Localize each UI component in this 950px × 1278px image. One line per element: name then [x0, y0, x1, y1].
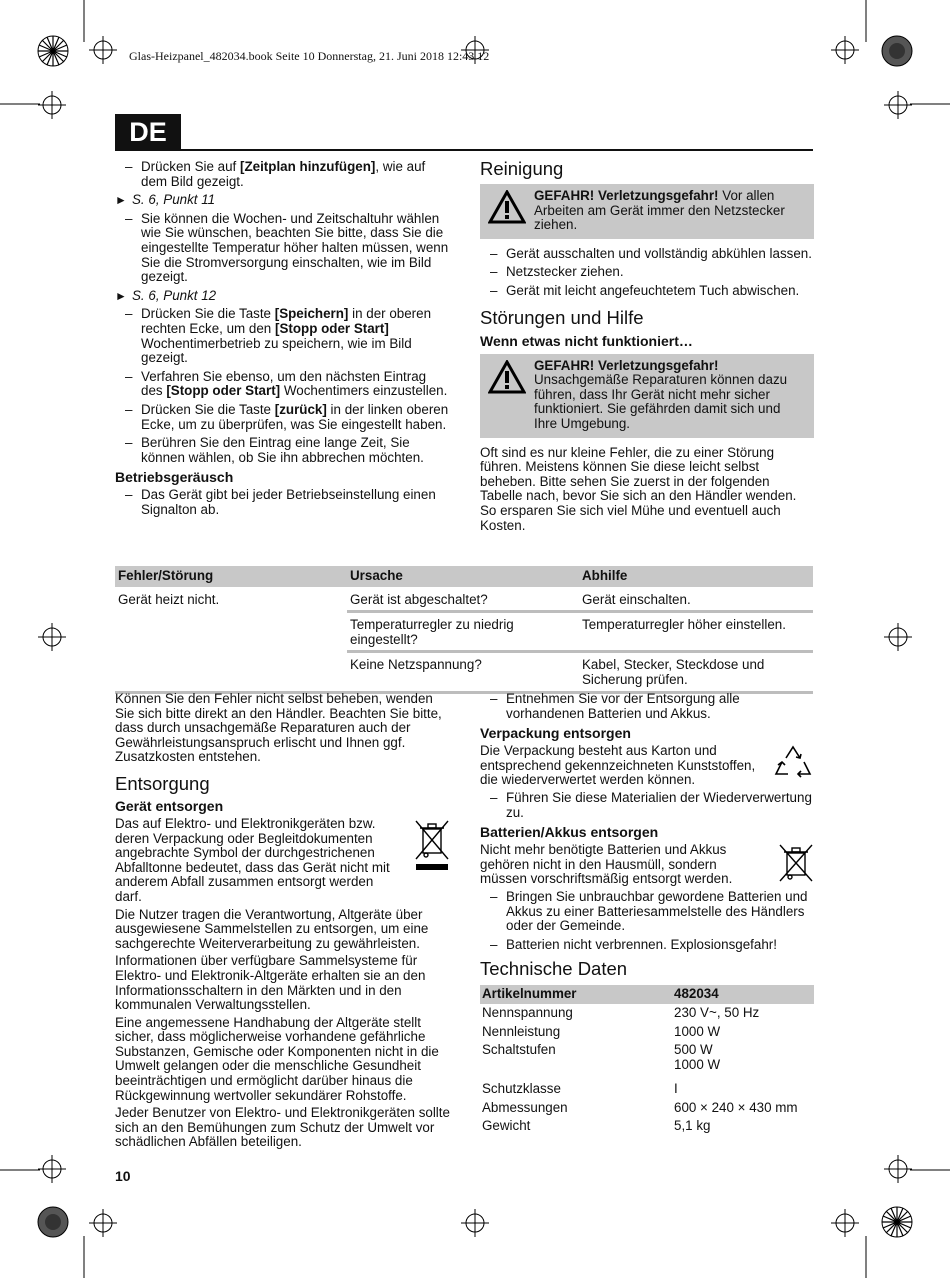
crossed-out-bin-icon	[414, 819, 450, 871]
fault-table	[115, 566, 813, 694]
list-item: – Führen Sie diese Materialien der Wiederverwertung zu.	[480, 791, 814, 820]
table-cell: Temperaturregler höher einstellen.	[579, 612, 813, 652]
list-item: – Das Gerät gibt bei jeder Betriebseinstellung einen Signalton ab.	[115, 488, 450, 517]
table-cell: 1000 W	[674, 1023, 721, 1039]
table-cell: Keine Netzspannung?	[347, 652, 579, 692]
table-row	[115, 587, 813, 612]
table-row	[480, 1080, 814, 1099]
table-row	[115, 652, 813, 692]
list-item: – Drücken Sie auf [Zeitplan hinzufügen], wie auf dem Bild gezeigt.	[115, 160, 450, 189]
section-heading: Technische Daten	[480, 958, 628, 980]
table-cell: Schutzklasse	[482, 1081, 561, 1097]
step-reference: ► S. 6, Punkt 12	[115, 289, 450, 304]
technical-data-table	[480, 985, 814, 1136]
table-cell: Gewicht	[482, 1118, 531, 1134]
table-cell: Nennspannung	[482, 1004, 573, 1020]
list-item: – Drücken Sie die Taste [Speichern] in der oberen rechten Ecke, um den [Stopp oder Start] Wochentimerbetrieb zu speichern, wie im Bild gezeigt.	[115, 307, 450, 365]
left-column-bottom	[115, 692, 450, 1150]
table-row	[480, 1099, 814, 1118]
top-divider	[115, 149, 813, 151]
table-cell: I	[674, 1081, 678, 1097]
table-cell: Gerät einschalten.	[579, 587, 813, 612]
paragraph: Eine angemessene Handhabung der Altgeräte stellt sicher, dass möglicherweise vorhandene gefährliche Substanzen, Gemische oder Komponenten nicht in die Umwelt gelangen oder die menschliche Gesundheit beeinträchtigen und ermöglicht darüber hinaus die Rückgewinnung wertvoller sekundärer Rohstoffe.	[115, 1014, 439, 1103]
recycling-icon	[772, 744, 814, 786]
right-column-top	[480, 158, 814, 533]
list-item: – Netzstecker ziehen.	[480, 265, 814, 280]
table-cell: 5,1 kg	[674, 1118, 711, 1134]
list-item: – Verfahren Sie ebenso, um den nächsten Eintrag des [Stopp oder Start] Wochentimers einzustellen.	[115, 370, 450, 399]
list-item: – Bringen Sie unbrauchbar gewordene Batterien und Akkus zu einer Batteriesammelstelle des Händlers oder der Gemeinde.	[480, 890, 814, 934]
table-cell: 230 V~, 50 Hz	[674, 1004, 760, 1020]
step-reference: ► S. 6, Punkt 11	[115, 193, 450, 208]
list-item: – Sie können die Wochen- und Zeitschaltuhr wählen wie Sie wünschen, beachten Sie bitte, dass Sie die eingestellte Temperatur höher halten müssen, wenn Sie die Stromversorgung einschalten, wie im Bild gezeigt.	[115, 212, 450, 285]
list-item: – Gerät ausschalten und vollständig abkühlen lassen.	[480, 247, 814, 262]
intro-paragraph: Oft sind es nur kleine Fehler, die zu einer Störung führen. Meistens können Sie diese leicht selbst beheben. Bitte sehen Sie zuerst in der folgenden Tabelle nach, bevor Sie sich an den Händler wenden. So ersparen Sie sich viel Mühe und eventuell auch Kosten.	[480, 444, 797, 533]
table-cell: Temperaturregler zu niedrig eingestellt?	[347, 612, 579, 652]
danger-warning-box: GEFAHR! Verletzungsgefahr! Vor allen Arbeiten am Gerät immer den Netzstecker ziehen.	[480, 184, 814, 239]
list-item: – Entnehmen Sie vor der Entsorgung alle vorhandenen Batterien und Akkus.	[480, 692, 814, 721]
table-cell: 600 × 240 × 430 mm	[674, 1099, 798, 1115]
table-cell: Schaltstufen	[482, 1042, 556, 1058]
paragraph: Die Nutzer tragen die Verantwortung, Altgeräte über ausgewiesene Sammelstellen zu entsorgen, um eine sachgerechte Weiterverarbeitung zu gewährleisten.	[115, 906, 429, 951]
table-row	[480, 1041, 814, 1080]
section-heading: Betriebsgeräusch	[115, 469, 234, 486]
list-item: – Drücken Sie die Taste [zurück] in der linken oberen Ecke, um zu überprüfen, was Sie eingestellt haben.	[115, 403, 450, 432]
paragraph: Können Sie den Fehler nicht selbst beheben, wenden Sie sich bitte direkt an den Händler. Beachten Sie bitte, dass durch unsachgemäße Reparaturen auch der Gewährleistungsanspruch erlischt und Ihnen ggf. Zusatzkosten entstehen.	[115, 691, 442, 765]
list-item: – Berühren Sie den Eintrag eine lange Zeit, Sie können wählen, ob Sie ihn abbrechen möchten.	[115, 436, 450, 465]
table-row	[480, 985, 814, 1004]
subsection-heading: Verpackung entsorgen	[480, 725, 631, 742]
table-row	[115, 612, 813, 652]
danger-warning-box: GEFAHR! Verletzungsgefahr! Unsachgemäße Reparaturen können dazu führen, dass Ihr Gerät nicht mehr sicher funktioniert. Sie gefährden damit sich und Ihre Umgebung.	[480, 354, 814, 438]
table-row	[480, 1004, 814, 1023]
subsection-heading: Batterien/Akkus entsorgen	[480, 824, 659, 841]
table-header: Abhilfe	[579, 566, 813, 587]
table-header: Ursache	[347, 566, 579, 587]
crossed-out-bin-icon	[778, 843, 814, 883]
table-cell: Artikelnummer	[480, 985, 672, 1004]
right-column-bottom	[480, 692, 814, 1136]
section-heading: Reinigung	[480, 158, 564, 179]
table-row	[480, 1117, 814, 1136]
list-item: – Gerät mit leicht angefeuchtetem Tuch abwischen.	[480, 284, 814, 299]
table-cell: Abmessungen	[482, 1099, 568, 1115]
table-cell: 482034	[672, 985, 814, 1004]
table-cell: Gerät ist abgeschaltet?	[347, 587, 579, 612]
warning-triangle-icon	[488, 190, 526, 224]
warning-triangle-icon	[488, 360, 526, 394]
list-item: – Batterien nicht verbrennen. Explosionsgefahr!	[480, 938, 814, 953]
section-heading: Störungen und Hilfe	[480, 306, 644, 328]
language-badge: DE	[115, 114, 181, 151]
left-column-top	[115, 160, 450, 521]
table-row	[480, 1023, 814, 1042]
section-heading: Entsorgung	[115, 772, 210, 794]
table-cell: Kabel, Stecker, Steckdose und Sicherung prüfen.	[579, 652, 813, 692]
table-cell: Nennleistung	[482, 1023, 561, 1039]
table-header: Fehler/Störung	[115, 566, 347, 587]
paragraph: Das auf Elektro- und Elektronikgeräten bzw. deren Verpackung oder Begleitdokumenten angebrachte Symbol der durchgestrichenen Abfalltonne bedeutet, dass das Gerät nicht mit anderem Abfall zusammen entsorgt werden darf.	[115, 815, 390, 904]
paragraph: Jeder Benutzer von Elektro- und Elektronikgeräten sollte sich an den Bemühungen zum Schutz der Umwelt vor schädlichen Abfällen beteiligen.	[115, 1105, 450, 1150]
paragraph: Informationen über verfügbare Sammelsysteme für Elektro- und Elektronik-Altgeräte erhalten sie an den Informationsschaltern in den Märkten und in den kommunalen Verwaltungsstellen.	[115, 953, 426, 1013]
file-header-line: Glas-Heizpanel_482034.book Seite 10 Donnerstag, 21. Juni 2018 12:43 12	[129, 49, 490, 63]
page-number: 10	[115, 1168, 131, 1184]
paragraph: Die Verpackung besteht aus Karton und entsprechend gekennzeichneten Kunststoffen, die wiederverwertet werden können.	[480, 743, 756, 788]
table-cell: Gerät heizt nicht.	[118, 591, 220, 607]
subsection-heading: Gerät entsorgen	[115, 797, 224, 814]
paragraph: Nicht mehr benötigte Batterien und Akkus gehören nicht in den Hausmüll, sondern müssen vorschriftsmäßig entsorgt werden.	[480, 842, 733, 887]
table-cell: 500 W 1000 W	[674, 1042, 721, 1072]
subsection-heading: Wenn etwas nicht funktioniert…	[480, 332, 693, 349]
